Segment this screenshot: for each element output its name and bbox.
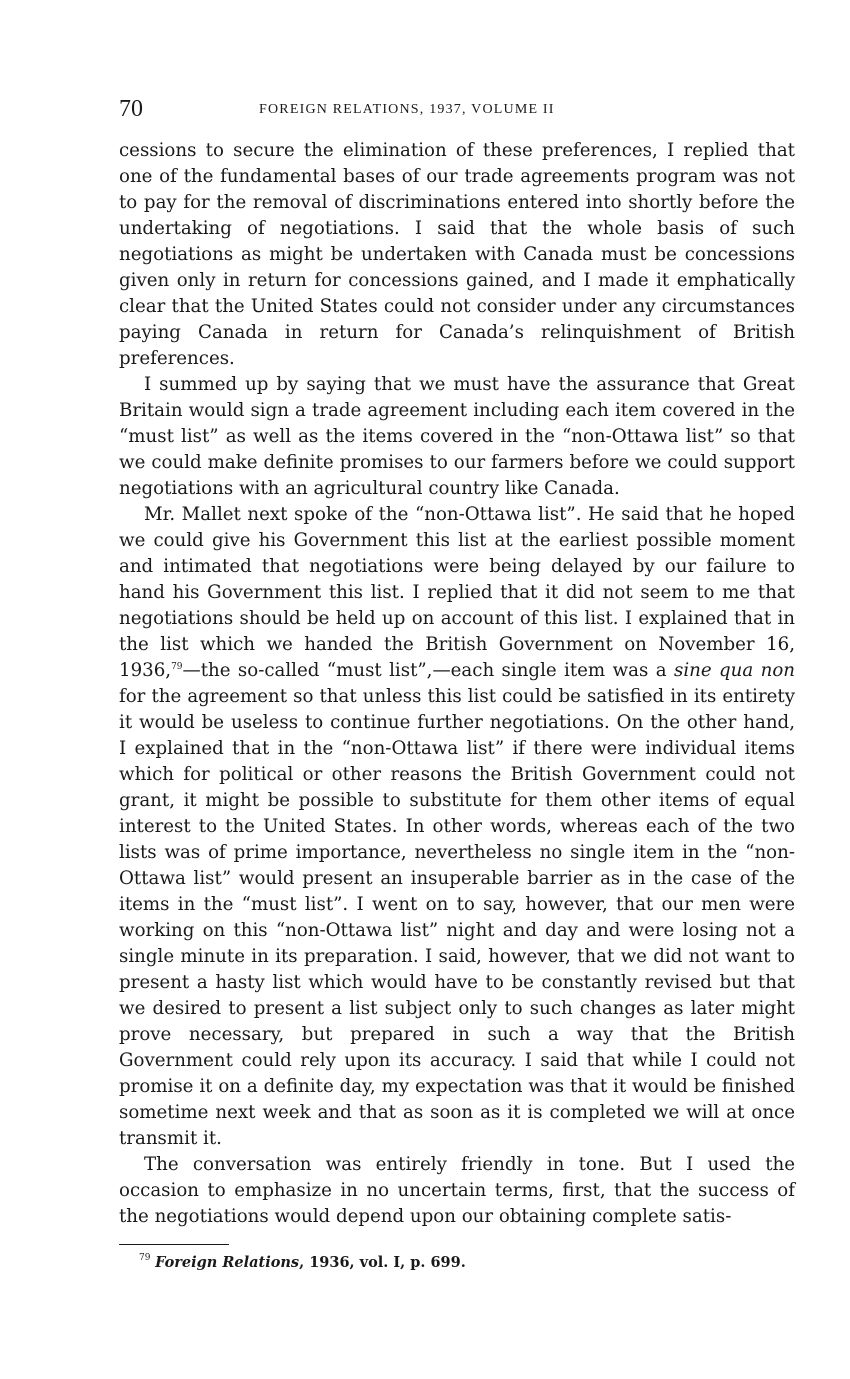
italic-phrase: sine qua non	[673, 660, 795, 681]
paragraph-1: cessions to secure the elimination of these preferences, I replied that one of the fundamental bases of our trade agreements program was not to pay for the removal of discriminations entered into shortly before the undertaking of negotiations. I said that the whole basis of such negotiations as might be undertaken with Canada must be concessions given only in return for concessions gained, and I made it emphatically clear that the United States could not consider under any circumstances paying Canada in return for Canada’s relinquishment of British preferences.	[119, 140, 795, 369]
paragraph-3	[119, 502, 795, 1152]
footnote-citation: , 1936, vol. I, p. 699.	[299, 1254, 466, 1271]
footnote	[139, 1253, 795, 1273]
footnote-number: 79	[139, 1253, 151, 1263]
paragraph-3-part-2: —the so-called “must list”,—each single item was a	[182, 660, 674, 681]
footnote-reference: 79	[171, 662, 183, 672]
paragraph-3-part-3: for the agreement so that unless this list could be satisfied in its entirety it would be useless to continue further negotiations. On the other hand, I explained that in the “non-Ottawa list” if there were individual items which for political or other reasons the British Government could not grant, it might be possible to substitute for them other items of equal interest to the United States. In other words, whereas each of the two lists was of prime importance, nevertheless no single item in the “non-Ottawa list” would present an insuperable barrier as in the case of the items in the “must list”. I went on to say, however, that our men were working on this “non-Ottawa list” night and day and were losing not a single minute in its preparation. I said, however, that we did not want to present a hasty list which would have to be constantly revised but that we desired to present a list subject only to such changes as later might prove necessary, but prepared in such a way that the British Government could rely upon its accuracy. I said that while I could not promise it on a definite day, my expectation was that it would be finished sometime next week and that as soon as it is completed we will at once transmit it.	[119, 686, 795, 1149]
body-text	[119, 138, 795, 1230]
document-page	[119, 96, 795, 1273]
footnote-divider	[119, 1244, 229, 1245]
running-head	[119, 96, 795, 126]
footnote-source-title: Foreign Relations	[155, 1254, 300, 1271]
paragraph-3-part-1: Mr. Mallet next spoke of the “non-Ottawa list”. He said that he hoped we could give his Government this list at the earliest possible moment and intimated that negotiations were being delayed by our failure to hand his Government this list. I replied that it did not seem to me that negotiations should be held up on account of this list. I explained that in the list which we handed the British Government on November 16, 1936,	[119, 504, 795, 681]
page-number: 70	[119, 96, 143, 122]
paragraph-4: The conversation was entirely friendly in tone. But I used the occasion to emphasize in no uncertain terms, first, that the success of the negotiations would depend upon our obtaining complete satis-	[119, 1154, 795, 1227]
paragraph-2: I summed up by saying that we must have the assurance that Great Britain would sign a trade agreement including each item covered in the “must list” as well as the items covered in the “non-Ottawa list” so that we could make definite promises to our farmers before we could support negotiations with an agricultural country like Canada.	[119, 374, 795, 499]
running-title: FOREIGN RELATIONS, 1937, VOLUME II	[259, 102, 555, 117]
